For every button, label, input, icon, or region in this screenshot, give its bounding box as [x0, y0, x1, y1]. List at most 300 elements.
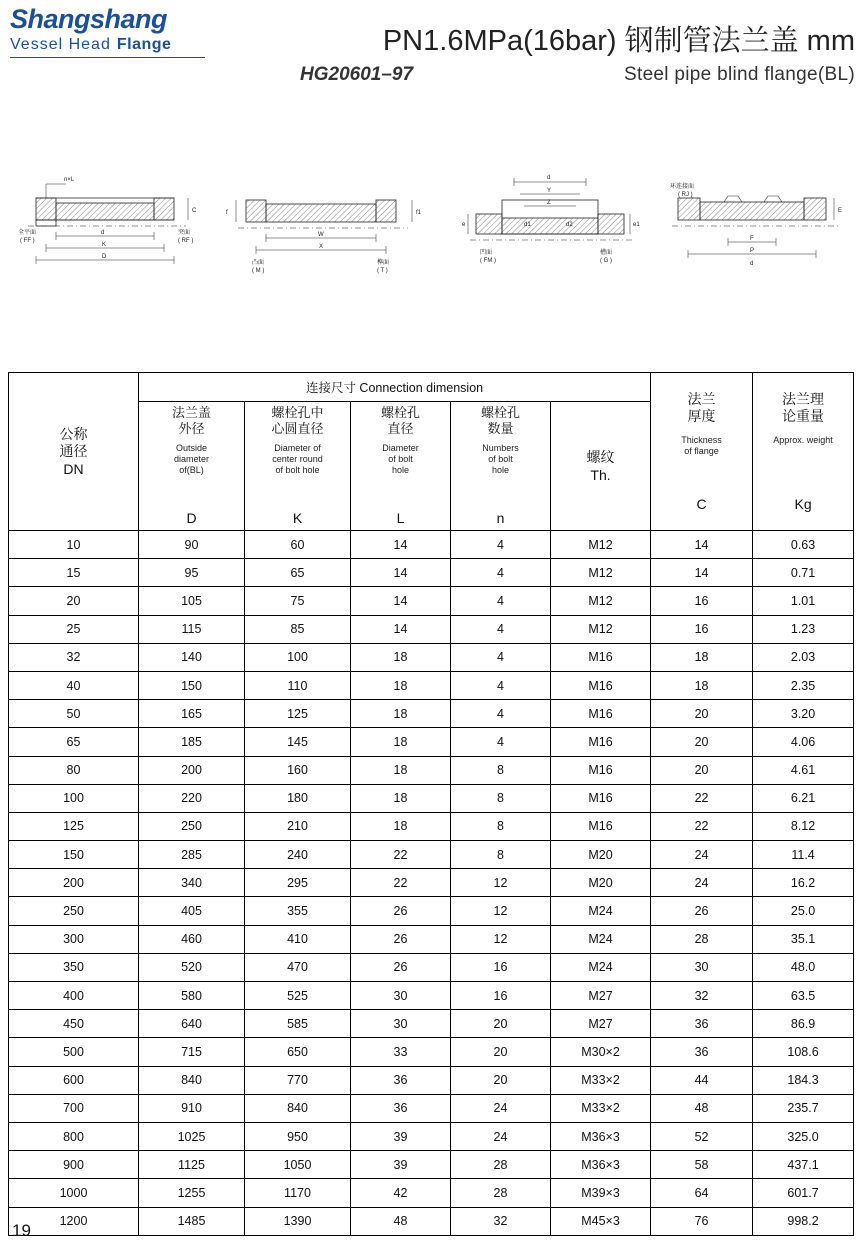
table-cell: 52: [651, 1122, 753, 1150]
table-cell: 28: [451, 1179, 551, 1207]
diagram-label-d-rj: d: [750, 261, 754, 267]
table-row: [9, 869, 854, 897]
table-row: [9, 1094, 854, 1122]
table-cell: 64: [651, 1179, 753, 1207]
header-c-cn-line2: 厚度: [687, 407, 716, 424]
table-cell: M16: [551, 756, 651, 784]
table-cell: 525: [245, 982, 351, 1010]
flange-diagram-fm-g: [462, 170, 642, 290]
table-cell: 601.7: [753, 1179, 854, 1207]
table-cell: M27: [551, 1010, 651, 1038]
page-number: 19: [12, 1221, 31, 1240]
table-cell: M30×2: [551, 1038, 651, 1066]
table-cell: 20: [451, 1038, 551, 1066]
table-cell: 65: [245, 559, 351, 587]
table-cell: 18: [651, 671, 753, 699]
table-cell: 44: [651, 1066, 753, 1094]
table-cell: 63.5: [753, 982, 854, 1010]
table-cell: 8: [451, 841, 551, 869]
table-cell: 250: [139, 812, 245, 840]
diagram-label-x: X: [319, 244, 324, 250]
table-cell: 35.1: [753, 925, 854, 953]
header-cell-thickness: [651, 373, 753, 531]
table-cell: 4: [451, 700, 551, 728]
table-cell: 18: [351, 643, 451, 671]
diagram-caption-ff-cn: 全平面: [18, 230, 37, 236]
title-block: [300, 24, 855, 86]
table-cell: 39: [351, 1122, 451, 1150]
page-title-english: Steel pipe blind flange(BL): [624, 64, 855, 85]
table-cell: 22: [651, 784, 753, 812]
table-cell: 16: [651, 587, 753, 615]
header-c-en: Thickness of flange: [681, 434, 722, 456]
table-cell: 24: [651, 869, 753, 897]
table-cell: 998.2: [753, 1207, 854, 1235]
header-d-cn-line2: 外径: [178, 421, 205, 436]
header-k-en: Diameter of center round of bolt hole: [272, 443, 323, 475]
table-cell: 715: [139, 1038, 245, 1066]
table-cell: 8: [451, 812, 551, 840]
table-cell: 4: [451, 531, 551, 559]
table-cell: 410: [245, 925, 351, 953]
header-dn-cn-line1: 公称: [59, 425, 88, 442]
table-cell: 210: [245, 812, 351, 840]
header-kg-symbol: Kg: [794, 495, 812, 512]
table-cell: 1200: [9, 1207, 139, 1235]
table-cell: 12: [451, 925, 551, 953]
table-cell: 36: [351, 1094, 451, 1122]
table-cell: M36×3: [551, 1151, 651, 1179]
table-row: [9, 1066, 854, 1094]
table-cell: 16: [651, 615, 753, 643]
flange-diagram-m-t: [222, 170, 427, 290]
table-row: [9, 700, 854, 728]
diagram-caption-rf-cn: 突面: [178, 230, 191, 236]
logo-divider: [10, 57, 205, 58]
table-cell: 520: [139, 953, 245, 981]
table-cell: 340: [139, 869, 245, 897]
table-cell: 36: [351, 1066, 451, 1094]
table-cell: 125: [9, 812, 139, 840]
header-th-symbol: Th.: [590, 466, 611, 483]
table-cell: 40: [9, 671, 139, 699]
diagram-label-P: P: [750, 248, 755, 254]
specification-table: [8, 372, 854, 1236]
header-cell-bolt-hole-diameter: [351, 402, 451, 531]
table-cell: 910: [139, 1094, 245, 1122]
header-c-symbol: C: [696, 495, 707, 512]
table-cell: 580: [139, 982, 245, 1010]
table-cell: 14: [651, 559, 753, 587]
table-row: [9, 982, 854, 1010]
table-cell: M24: [551, 897, 651, 925]
table-cell: 28: [651, 925, 753, 953]
standard-code: HG20601–97: [300, 64, 414, 85]
table-cell: 26: [351, 925, 451, 953]
table-cell: 184.3: [753, 1066, 854, 1094]
table-cell: 4: [451, 615, 551, 643]
table-cell: 108.6: [753, 1038, 854, 1066]
header-dn-symbol: DN: [63, 460, 84, 477]
table-cell: M12: [551, 559, 651, 587]
table-cell: M16: [551, 700, 651, 728]
table-cell: 22: [351, 869, 451, 897]
table-cell: 105: [139, 587, 245, 615]
diagram-caption-m-en: ( M ): [252, 268, 265, 274]
header-k-symbol: K: [292, 510, 303, 526]
table-cell: 500: [9, 1038, 139, 1066]
table-cell: 2.03: [753, 643, 854, 671]
table-cell: 300: [9, 925, 139, 953]
table-cell: M27: [551, 982, 651, 1010]
table-cell: M16: [551, 643, 651, 671]
table-cell: 100: [245, 643, 351, 671]
table-cell: 30: [651, 953, 753, 981]
table-cell: 30: [351, 982, 451, 1010]
diagram-label-d: d: [101, 230, 105, 236]
header-l-cn-line1: 螺栓孔: [380, 405, 420, 420]
table-cell: 18: [351, 812, 451, 840]
table-cell: 1000: [9, 1179, 139, 1207]
table-cell: 1050: [245, 1151, 351, 1179]
table-cell: 75: [245, 587, 351, 615]
table-cell: 1390: [245, 1207, 351, 1235]
table-cell: 20: [9, 587, 139, 615]
table-cell: 18: [351, 784, 451, 812]
table-cell: 22: [351, 841, 451, 869]
table-cell: 470: [245, 953, 351, 981]
table-row: [9, 643, 854, 671]
table-cell: 460: [139, 925, 245, 953]
header-kg-cn-line1: 法兰理: [782, 390, 825, 407]
table-cell: 32: [651, 982, 753, 1010]
table-cell: 600: [9, 1066, 139, 1094]
table-row: [9, 1038, 854, 1066]
table-cell: 295: [245, 869, 351, 897]
header-connection-dimension: 连接尺寸 Connection dimension: [139, 373, 651, 402]
table-cell: 4: [451, 643, 551, 671]
table-cell: 240: [245, 841, 351, 869]
table-cell: 4: [451, 559, 551, 587]
table-cell: M36×3: [551, 1122, 651, 1150]
diagram-label-w: W: [318, 232, 324, 238]
table-cell: 220: [139, 784, 245, 812]
table-cell: 4: [451, 587, 551, 615]
diagram-label-E: E: [838, 208, 843, 214]
table-cell: 90: [139, 531, 245, 559]
header-cell-outside-diameter: [139, 402, 245, 531]
table-row: [9, 671, 854, 699]
table-cell: 1170: [245, 1179, 351, 1207]
header-cell-dn: [9, 373, 139, 531]
diagram-label-nxl: n×L: [64, 177, 75, 183]
table-cell: 18: [351, 728, 451, 756]
table-cell: 800: [9, 1122, 139, 1150]
table-cell: 650: [245, 1038, 351, 1066]
table-cell: 65: [9, 728, 139, 756]
diagram-label-d-fm: d: [547, 175, 551, 181]
table-row: [9, 587, 854, 615]
table-row: [9, 1122, 854, 1150]
table-cell: 18: [351, 756, 451, 784]
table-cell: 39: [351, 1151, 451, 1179]
table-cell: 110: [245, 671, 351, 699]
table-cell: 1125: [139, 1151, 245, 1179]
header-cell-bolt-hole-count: [451, 402, 551, 531]
table-row: [9, 1151, 854, 1179]
diagram-caption-m-cn: 凸面: [252, 260, 265, 266]
table-cell: 115: [139, 615, 245, 643]
table-cell: 14: [351, 587, 451, 615]
table-cell: 58: [651, 1151, 753, 1179]
table-cell: 0.71: [753, 559, 854, 587]
table-cell: 770: [245, 1066, 351, 1094]
header-dn-cn-line2: 通径: [59, 442, 88, 459]
table-cell: M12: [551, 587, 651, 615]
table-cell: 16: [451, 953, 551, 981]
page-header: [0, 0, 861, 110]
table-cell: M16: [551, 671, 651, 699]
diagram-label-d1: d1: [524, 222, 531, 228]
table-cell: 4.61: [753, 756, 854, 784]
table-row: [9, 953, 854, 981]
table-cell: 355: [245, 897, 351, 925]
diagram-caption-rj-en: ( RJ ): [678, 192, 693, 198]
company-logo: [10, 4, 205, 58]
table-cell: 15: [9, 559, 139, 587]
table-cell: 840: [245, 1094, 351, 1122]
diagram-label-f1: f1: [416, 210, 422, 216]
table-cell: 8: [451, 756, 551, 784]
table-cell: 20: [451, 1010, 551, 1038]
table-cell: 285: [139, 841, 245, 869]
diagram-caption-rj-cn: 环连接面: [670, 184, 695, 190]
header-n-en: Numbers of bolt hole: [482, 443, 519, 475]
table-cell: 14: [351, 615, 451, 643]
table-cell: 1.23: [753, 615, 854, 643]
table-cell: 14: [651, 531, 753, 559]
header-th-cn: 螺纹: [586, 448, 615, 465]
table-cell: 11.4: [753, 841, 854, 869]
table-cell: M24: [551, 953, 651, 981]
specification-table-wrap: [8, 372, 853, 1236]
table-cell: 26: [351, 897, 451, 925]
diagram-caption-fm-en: ( FM ): [480, 258, 496, 264]
table-cell: 80: [9, 756, 139, 784]
table-cell: 950: [245, 1122, 351, 1150]
table-cell: 4: [451, 728, 551, 756]
table-cell: 30: [351, 1010, 451, 1038]
header-n-cn-line2: 数量: [487, 421, 514, 436]
table-row: [9, 756, 854, 784]
table-cell: 14: [351, 559, 451, 587]
table-cell: 60: [245, 531, 351, 559]
table-cell: M33×2: [551, 1066, 651, 1094]
table-cell: 18: [651, 643, 753, 671]
page-title: PN1.6MPa(16bar) 钢制管法兰盖 mm: [382, 25, 855, 57]
table-cell: 26: [351, 953, 451, 981]
table-row: [9, 812, 854, 840]
diagram-label-y: Y: [547, 188, 552, 194]
diagram-label-f: f: [226, 210, 228, 216]
table-cell: 24: [451, 1094, 551, 1122]
table-cell: 48: [351, 1207, 451, 1235]
diagram-label-F: F: [750, 236, 754, 242]
table-cell: 12: [451, 869, 551, 897]
header-cell-weight: [753, 373, 854, 531]
table-cell: 165: [139, 700, 245, 728]
table-cell: 185: [139, 728, 245, 756]
header-k-cn-line2: 心圆直径: [271, 421, 324, 436]
diagram-label-D: D: [102, 254, 107, 260]
flange-diagram-ff-rf: [18, 170, 208, 290]
table-cell: M39×3: [551, 1179, 651, 1207]
table-cell: 20: [651, 700, 753, 728]
table-cell: 12: [451, 897, 551, 925]
table-cell: M20: [551, 841, 651, 869]
table-cell: 1025: [139, 1122, 245, 1150]
table-cell: 700: [9, 1094, 139, 1122]
table-cell: 145: [245, 728, 351, 756]
diagram-caption-g-cn: 槽面: [600, 250, 613, 256]
diagram-caption-t-cn: 榫面: [377, 260, 390, 266]
table-cell: 250: [9, 897, 139, 925]
table-header-row-1: [9, 373, 854, 402]
table-cell: M12: [551, 531, 651, 559]
diagram-caption-g-en: ( G ): [600, 258, 612, 264]
table-row: [9, 784, 854, 812]
table-row: [9, 1179, 854, 1207]
table-cell: 20: [651, 728, 753, 756]
table-cell: 16.2: [753, 869, 854, 897]
table-cell: 400: [9, 982, 139, 1010]
table-cell: 95: [139, 559, 245, 587]
header-k-cn-line1: 螺栓孔中: [271, 405, 324, 420]
table-cell: M33×2: [551, 1094, 651, 1122]
table-cell: 0.63: [753, 531, 854, 559]
table-cell: 16: [451, 982, 551, 1010]
table-cell: 200: [9, 869, 139, 897]
table-cell: 86.9: [753, 1010, 854, 1038]
table-cell: 1.01: [753, 587, 854, 615]
table-cell: 33: [351, 1038, 451, 1066]
table-cell: 22: [651, 812, 753, 840]
table-cell: 26: [651, 897, 753, 925]
table-cell: M16: [551, 784, 651, 812]
table-row: [9, 1010, 854, 1038]
table-cell: M16: [551, 812, 651, 840]
table-cell: 36: [651, 1010, 753, 1038]
table-cell: 325.0: [753, 1122, 854, 1150]
table-cell: 85: [245, 615, 351, 643]
header-d-cn-line1: 法兰盖: [171, 405, 211, 420]
table-cell: 100: [9, 784, 139, 812]
header-d-en: Outside diameter of(BL): [173, 443, 209, 475]
diagram-caption-fm-cn: 凹面: [480, 250, 493, 256]
diagram-caption-t-en: ( T ): [377, 268, 388, 274]
table-cell: 150: [9, 841, 139, 869]
header-kg-cn-line2: 论重量: [782, 407, 825, 424]
table-cell: 350: [9, 953, 139, 981]
table-row: [9, 1207, 854, 1235]
table-cell: 32: [9, 643, 139, 671]
table-row: [9, 615, 854, 643]
table-cell: 20: [651, 756, 753, 784]
diagram-caption-rf-en: ( RF ): [178, 238, 194, 244]
table-cell: 235.7: [753, 1094, 854, 1122]
diagram-label-e: e: [462, 222, 466, 228]
table-cell: 10: [9, 531, 139, 559]
diagram-label-d2: d2: [566, 222, 573, 228]
diagram-label-k: K: [102, 242, 107, 248]
table-row: [9, 841, 854, 869]
flange-diagram-rj: [664, 170, 854, 290]
table-row: [9, 925, 854, 953]
diagram-caption-ff-en: ( FF ): [20, 238, 35, 244]
table-cell: 640: [139, 1010, 245, 1038]
table-row: [9, 531, 854, 559]
table-cell: M24: [551, 925, 651, 953]
table-cell: 36: [651, 1038, 753, 1066]
table-cell: 900: [9, 1151, 139, 1179]
table-cell: 28: [451, 1151, 551, 1179]
table-cell: 24: [651, 841, 753, 869]
table-cell: 1485: [139, 1207, 245, 1235]
table-cell: 6.21: [753, 784, 854, 812]
table-cell: M45×3: [551, 1207, 651, 1235]
diagram-label-z: Z: [547, 200, 551, 206]
table-row: [9, 559, 854, 587]
header-l-cn-line2: 直径: [387, 421, 414, 436]
header-kg-en: Approx. weight: [773, 434, 833, 445]
table-cell: 24: [451, 1122, 551, 1150]
header-l-symbol: L: [396, 510, 405, 526]
table-cell: 1255: [139, 1179, 245, 1207]
diagram-row: [0, 170, 861, 330]
table-cell: 2.35: [753, 671, 854, 699]
diagram-label-c: C: [192, 208, 197, 214]
table-cell: 18: [351, 671, 451, 699]
table-cell: 20: [451, 1066, 551, 1094]
header-n-cn-line1: 螺栓孔: [480, 405, 520, 420]
header-l-en: Diameter of bolt hole: [382, 443, 419, 475]
diagram-label-e1: e1: [633, 222, 640, 228]
table-cell: 585: [245, 1010, 351, 1038]
table-cell: 76: [651, 1207, 753, 1235]
table-cell: M12: [551, 615, 651, 643]
table-cell: 160: [245, 756, 351, 784]
table-cell: 25.0: [753, 897, 854, 925]
table-cell: M16: [551, 728, 651, 756]
table-cell: 3.20: [753, 700, 854, 728]
table-row: [9, 897, 854, 925]
table-cell: M20: [551, 869, 651, 897]
header-c-cn-line1: 法兰: [687, 390, 716, 407]
table-cell: 42: [351, 1179, 451, 1207]
logo-subtitle: [10, 35, 205, 55]
table-cell: 140: [139, 643, 245, 671]
header-cell-thread: [551, 402, 651, 531]
table-cell: 437.1: [753, 1151, 854, 1179]
logo-brand-text: Shangshang: [10, 4, 168, 34]
table-cell: 125: [245, 700, 351, 728]
table-cell: 180: [245, 784, 351, 812]
table-cell: 48: [651, 1094, 753, 1122]
table-cell: 4: [451, 671, 551, 699]
table-cell: 14: [351, 531, 451, 559]
table-cell: 405: [139, 897, 245, 925]
header-d-symbol: D: [186, 510, 197, 526]
